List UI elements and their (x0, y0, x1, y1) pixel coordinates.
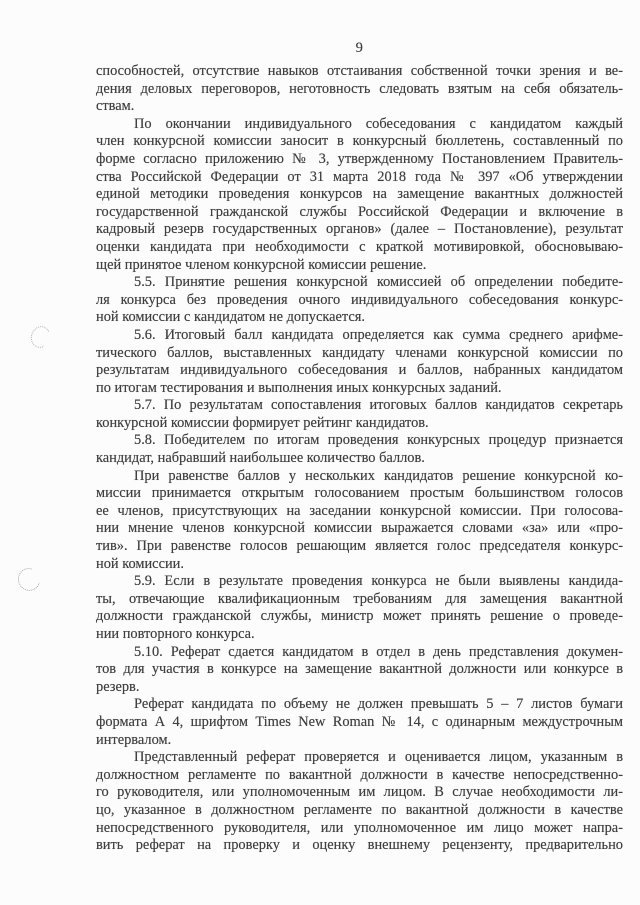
text-line: член конкурсной комиссии заносит в конкурсный бюллетень, составленный по (96, 133, 623, 150)
paragraph (96, 696, 623, 749)
text-line: 5.7. По результатам сопоставления итоговых баллов кандидатов секретарь (134, 397, 623, 414)
text-line: щей принятое членом конкурсной комиссии решение. (96, 256, 427, 273)
text-line: кандидат, набравший наибольшее количество баллов. (96, 450, 425, 467)
text-line: ной комиссии с кандидатом не допускается. (96, 309, 365, 326)
text-line: ства Российской Федерации от 31 марта 2018 года № 397 «Об утверждении (96, 168, 623, 185)
text-line: нии повторного конкурса. (96, 626, 255, 642)
text-line: вить реферат на проверку и оценку внешнему рецензенту, предварительно (96, 837, 623, 854)
text-line: цо, указанное в должностном регламенте по вакантной должности в качестве (96, 801, 623, 818)
text-line: тов для участия в конкурсе на замещение вакантной должности или конкурсе в (96, 661, 623, 678)
paragraph (96, 573, 623, 643)
text-line: кадровый резерв государственных органов» (далее – Постановление), результат (96, 221, 623, 238)
text-line: дения деловых переговоров, неготовность следовать взятым на себя обязатель- (96, 80, 623, 97)
text-line: тив». При равенстве голосов решающим является голос председателя конкурс- (96, 538, 623, 555)
text-line: 5.9. Если в результате проведения конкурса не были выявлены кандида- (134, 573, 623, 590)
paragraph (96, 274, 623, 327)
text-line: Представленный реферат проверяется и оценивается лицом, указанным в (134, 749, 623, 766)
document-text-block (96, 63, 623, 855)
text-line: результатам индивидуального собеседования и баллов, набранных кандидатом (96, 362, 623, 379)
paragraph (96, 644, 623, 697)
text-line: интервалом. (96, 731, 172, 748)
hole-punch-mark-upper-icon (28, 324, 53, 351)
paragraph (96, 63, 623, 116)
text-line: 5.10. Реферат сдается кандидатом в отдел в день представления докумен- (134, 643, 623, 660)
text-line: резерв. (96, 678, 140, 695)
text-line: по итогам тестирования и выполнения иных конкурсных заданий. (96, 379, 502, 396)
text-line: Реферат кандидата по объему не должен превышать 5 – 7 листов бумаги (134, 696, 623, 713)
text-line: форме согласно приложению № 3, утвержденному Постановлением Правитель- (96, 150, 623, 167)
paragraph (96, 397, 623, 432)
text-line: го руководителя, или уполномоченным им лицом. В случае необходимости ли- (96, 784, 623, 801)
text-line: непосредственного руководителя, или уполномоченное им лицо может напра- (96, 819, 623, 836)
text-line: оценки кандидата при необходимости с краткой мотивировкой, обосновываю- (96, 238, 623, 255)
text-line: государственной гражданской службы Российской Федерации и включение в (96, 203, 623, 220)
text-line: ля конкурса без проведения очного индивидуального собеседования конкурс- (96, 291, 623, 308)
text-line: ее членов, присутствующих на заседании конкурсной комиссии. При голосова- (96, 502, 623, 519)
text-line: ствам. (96, 98, 135, 115)
page-number: 9 (355, 40, 364, 56)
text-line: нии мнение членов конкурсной комиссии выражается словами «за» или «про- (96, 520, 623, 537)
text-line: 5.8. Победителем по итогам проведения конкурсных процедур признается (134, 432, 623, 449)
text-line: ты, отвечающие квалификационным требованиям для замещения вакантной (96, 590, 623, 607)
text-line: ной комиссии. (96, 555, 184, 572)
text-line: должности гражданской службы, министр может принять решение о проведе- (96, 608, 623, 625)
text-line: формата А 4, шрифтом Times New Roman № 14, с одинарным междустрочным (96, 713, 623, 730)
text-line: 5.5. Принятие решения конкурсной комиссией об определении победите- (134, 274, 623, 291)
hole-punch-mark-lower-icon (14, 564, 44, 595)
paragraph (96, 749, 623, 855)
text-line: При равенстве баллов у нескольких кандидатов решение конкурсной ко- (134, 467, 623, 484)
text-line: 5.6. Итоговый балл кандидата определяется как сумма среднего арифме- (134, 326, 623, 343)
text-line: миссии принимается открытым голосованием простым большинством голосов (96, 485, 623, 502)
paragraph (96, 327, 623, 397)
paragraph (96, 432, 623, 467)
text-line: способностей, отсутствие навыков отстаивания собственной точки зрения и ве- (96, 63, 623, 79)
text-line: должностном регламенте по вакантной должности в качестве непосредственно- (96, 766, 623, 783)
text-line: единой методики проведения конкурсов на замещение вакантных должностей (96, 186, 623, 203)
text-line: тического баллов, выставленных кандидату членами конкурсной комиссии по (96, 344, 623, 361)
text-line: По окончании индивидуального собеседования с кандидатом каждый (134, 115, 623, 132)
text-line: конкурсной комиссии формирует рейтинг кандидатов. (96, 414, 429, 431)
paragraph (96, 468, 623, 574)
paragraph (96, 116, 623, 274)
